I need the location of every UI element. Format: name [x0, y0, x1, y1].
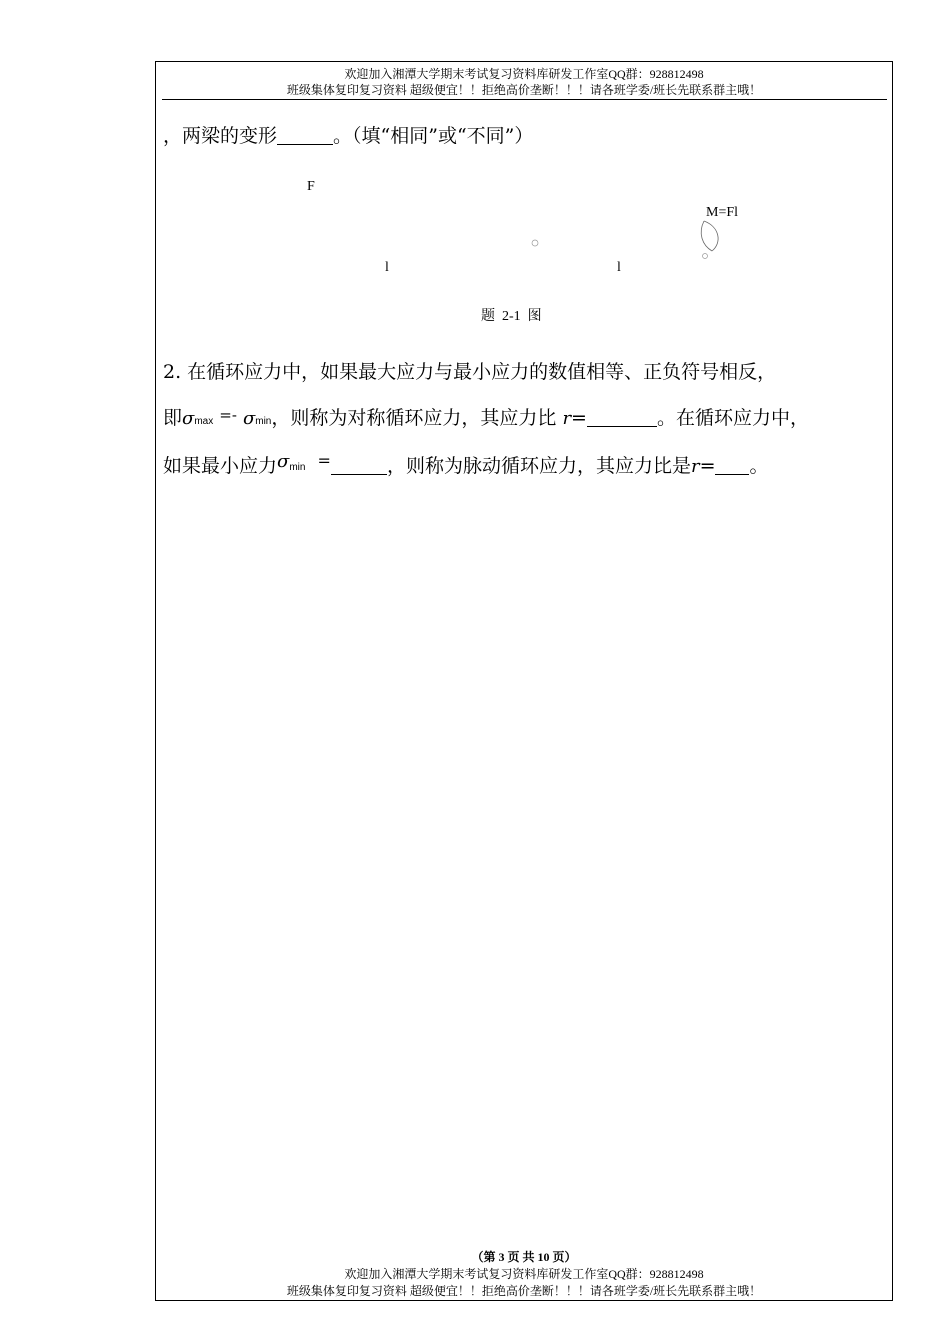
equals-sign: =	[317, 451, 331, 470]
length-label-left: l	[385, 260, 389, 275]
line2-mid: ，则称为对称循环应力，其应力比	[271, 407, 557, 429]
equals-sign: =	[571, 407, 587, 429]
line3-suffix: 。	[749, 455, 769, 477]
line2-suffix: 。在循环应力中，	[656, 407, 809, 429]
stress-ratio-blank-1[interactable]	[587, 407, 657, 427]
force-label: F	[307, 179, 315, 194]
question2-line-2	[163, 403, 809, 430]
equals-sign: =	[699, 455, 716, 477]
page-frame	[155, 61, 893, 1301]
min-subscript: min	[255, 416, 272, 427]
sigma-symbol: σ	[242, 408, 256, 429]
page-indicator: （第 3 页 共 10 页）	[471, 1250, 577, 1264]
stress-ratio-symbol: r	[562, 408, 572, 429]
equals-negative: =-	[219, 406, 237, 424]
question1-suffix: 。（填“相同”或“不同”）	[333, 125, 534, 147]
question2-line-1: 2. 在循环应力中，如果最大应力与最小应力的数值相等、正负符号相反，	[163, 361, 777, 383]
stress-ratio-blank-2[interactable]	[715, 455, 749, 475]
sigma-symbol: σ	[182, 408, 195, 429]
footer-line-2: 班级集体复印复习资料 超级便宜！！拒绝高价垄断！！！请各班学委/班长先联系群主哦！	[286, 1284, 762, 1298]
moment-label: M=Fl	[706, 205, 739, 220]
header-line-1: 欢迎加入湘潭大学期末考试复习资料库研发工作室QQ群：928812498	[344, 67, 704, 81]
header-line-2: 班级集体复印复习资料 超级便宜！！拒绝高价垄断！！！请各班学委/班长先联系群主哦！	[286, 83, 762, 97]
support-pin-icon	[530, 238, 540, 248]
figure-caption: 题 2-1 图	[481, 309, 542, 324]
question1-tail	[163, 121, 533, 148]
line3-mid: ，则称为脉动循环应力，其应力比是	[386, 455, 691, 477]
line3-prefix: 如果最小应力	[163, 455, 278, 477]
min-stress-blank[interactable]	[331, 455, 387, 475]
max-subscript: max	[194, 416, 214, 427]
length-label-right: l	[617, 260, 621, 275]
min-subscript: min	[289, 462, 306, 473]
header-rule	[162, 99, 887, 100]
moment-arc-icon	[690, 215, 730, 265]
stress-ratio-symbol: r	[690, 456, 700, 477]
sigma-symbol: σ	[277, 451, 290, 472]
question1-prefix: ，两梁的变形	[163, 125, 278, 147]
question1-blank[interactable]	[277, 125, 333, 145]
question2-line-3	[163, 451, 769, 478]
footer-line-1: 欢迎加入湘潭大学期末考试复习资料库研发工作室QQ群：928812498	[344, 1267, 704, 1281]
line2-prefix: 即	[163, 407, 183, 429]
